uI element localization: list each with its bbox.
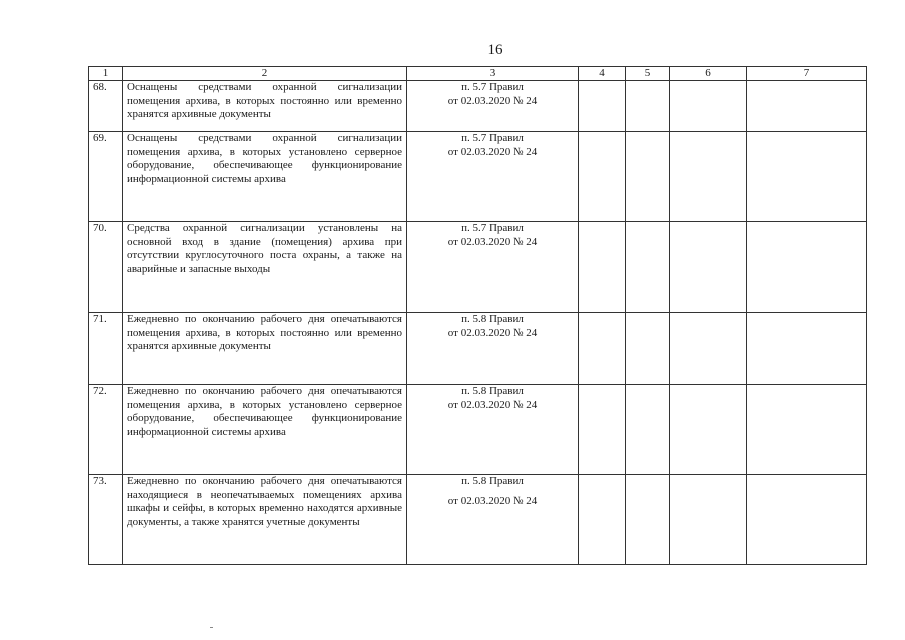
table-row [89,475,867,565]
reference-clause: п. 5.7 Правил [461,81,524,93]
cell-col-4 [579,222,626,313]
cell-col-4 [579,475,626,565]
reference-clause: п. 5.8 Правил [461,313,524,325]
row-number: 73. [89,475,123,565]
header-row [89,67,867,81]
requirement-text: Ежедневно по окончанию рабочего дня опечатываются находящиеся в неопечатываемых помещениях архива шкафы и сейфы, в которых временно находятся архивные документы, а также хранятся учетные документы [123,475,407,565]
regulation-reference [407,81,579,132]
scan-speck [210,627,213,628]
cell-col-6 [670,81,747,132]
regulation-reference [407,385,579,475]
cell-col-7 [747,385,867,475]
cell-col-7 [747,222,867,313]
cell-col-6 [670,313,747,385]
cell-col-7 [747,475,867,565]
reference-date: от 02.03.2020 № 24 [447,398,538,411]
cell-col-4 [579,81,626,132]
regulation-reference [407,222,579,313]
cell-col-5 [626,222,670,313]
cell-col-6 [670,222,747,313]
cell-col-6 [670,475,747,565]
table-row [89,222,867,313]
cell-col-5 [626,81,670,132]
table-row [89,81,867,132]
reference-date: от 02.03.2020 № 24 [447,326,538,339]
cell-col-5 [626,385,670,475]
requirement-text: Ежедневно по окончанию рабочего дня опечатываются помещения архива, в которых постоянно или временно хранятся архивные документы [123,313,407,385]
header-col-1: 1 [89,67,123,81]
cell-col-7 [747,313,867,385]
row-number: 72. [89,385,123,475]
header-col-6: 6 [670,67,747,81]
reference-date: от 02.03.2020 № 24 [447,235,538,248]
requirement-text: Оснащены средствами охранной сигнализации помещения архива, в которых постоянно или временно хранятся архивные документы [123,81,407,132]
reference-date: от 02.03.2020 № 24 [447,494,538,507]
regulation-reference [407,313,579,385]
header-col-7: 7 [747,67,867,81]
cell-col-6 [670,132,747,222]
header-col-4: 4 [579,67,626,81]
reference-clause: п. 5.7 Правил [461,222,524,234]
cell-col-5 [626,313,670,385]
requirement-text: Оснащены средствами охранной сигнализации помещения архива, в которых установлено серверное оборудование, обеспечивающее функционирование информационной системы архива [123,132,407,222]
table-row [89,132,867,222]
requirement-text: Ежедневно по окончанию рабочего дня опечатываются помещения архива, в которых установлено серверное оборудование, обеспечивающее функционирование информационной системы архива [123,385,407,475]
reference-clause: п. 5.8 Правил [461,475,524,487]
reference-date: от 02.03.2020 № 24 [447,94,538,107]
row-number: 69. [89,132,123,222]
cell-col-5 [626,475,670,565]
table-row [89,385,867,475]
row-number: 70. [89,222,123,313]
cell-col-6 [670,385,747,475]
header-col-2: 2 [123,67,407,81]
reference-clause: п. 5.7 Правил [461,132,524,144]
regulation-reference [407,475,579,565]
cell-col-4 [579,132,626,222]
cell-col-7 [747,132,867,222]
header-col-5: 5 [626,67,670,81]
header-col-3: 3 [407,67,579,81]
requirement-text: Средства охранной сигнализации установлены на основной вход в здание (помещения) архива при отсутствии круглосуточного поста охраны, а также на аварийные и запасные выходы [123,222,407,313]
regulation-reference [407,132,579,222]
cell-col-5 [626,132,670,222]
cell-col-7 [747,81,867,132]
cell-col-4 [579,313,626,385]
row-number: 71. [89,313,123,385]
reference-clause: п. 5.8 Правил [461,385,524,397]
reference-date: от 02.03.2020 № 24 [447,145,538,158]
page-number: 16 [487,42,503,58]
cell-col-4 [579,385,626,475]
row-number: 68. [89,81,123,132]
table-row [89,313,867,385]
checklist-table [88,66,867,565]
